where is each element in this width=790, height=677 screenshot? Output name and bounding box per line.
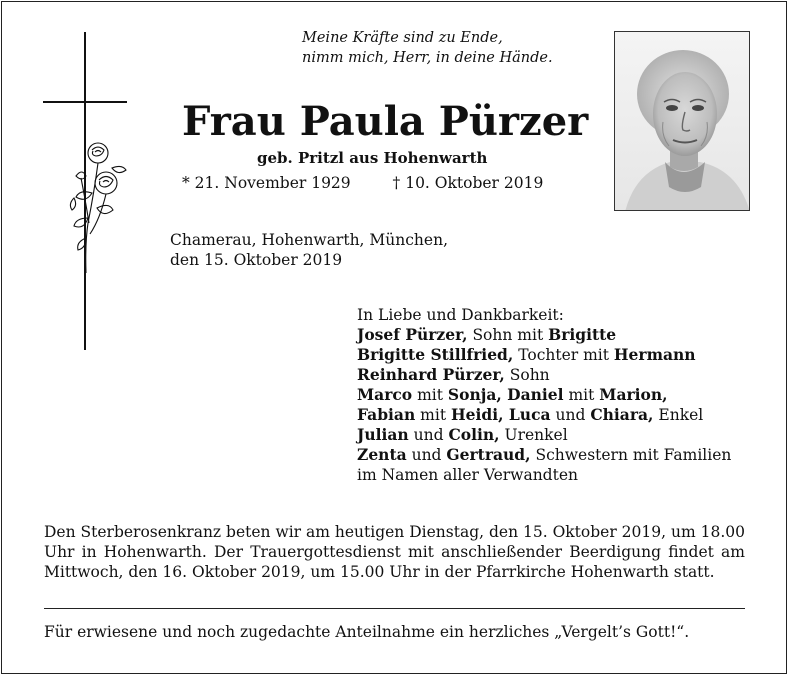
mourner-line — [357, 465, 731, 485]
mourner-line — [357, 445, 731, 465]
birth-date: * 21. November 1929 — [182, 174, 351, 192]
mourner-name: Colin, — [448, 425, 500, 444]
mourner-name: Sonja, Daniel — [447, 385, 564, 404]
mourner-relation: Urenkel — [499, 426, 568, 444]
mourner-name: Zenta — [357, 445, 407, 464]
mourner-relation: mit — [412, 386, 448, 404]
verse — [302, 28, 553, 68]
mourner-name: Marion, — [599, 385, 668, 404]
mourner-name: Heidi, Luca — [451, 405, 551, 424]
mourner-name: Marco — [357, 385, 413, 404]
mourner-name: Reinhard Pürzer, — [357, 365, 505, 384]
mourner-relation: mit — [563, 386, 600, 404]
mourner-name: Julian — [357, 425, 409, 444]
mourner-name: Fabian — [357, 405, 416, 424]
mourner-name: Gertraud, — [446, 445, 531, 464]
mourner-name: Chiara, — [590, 405, 654, 424]
mourner-lines — [357, 325, 731, 485]
place-line-2: den 15. Oktober 2019 — [170, 251, 343, 269]
mourner-line — [357, 385, 731, 405]
mourner-relation: und — [406, 446, 447, 464]
cross-crossbar — [43, 101, 127, 103]
mourner-line — [357, 405, 731, 425]
death-date: † 10. Oktober 2019 — [392, 174, 544, 192]
place-date — [170, 230, 448, 270]
mourner-name: Brigitte Stillfried, — [357, 345, 514, 364]
mourner-line — [357, 325, 731, 345]
mourner-line — [357, 425, 731, 445]
mourner-name: Brigitte — [548, 325, 617, 344]
life-dates — [182, 174, 543, 192]
mourner-relation: und — [408, 426, 449, 444]
deceased-name: Frau Paula Pürzer — [182, 98, 589, 145]
mourner-relation: Sohn — [504, 366, 550, 384]
mourner-relation: im Namen aller Verwandten — [357, 466, 578, 484]
mourner-name: Hermann — [613, 345, 696, 364]
mourner-relation: Enkel — [653, 406, 704, 424]
mourner-relation: und — [550, 406, 591, 424]
verse-line-2: nimm mich, Herr, in deine Hände. — [302, 50, 553, 66]
thanks-line: Für erwiesene und noch zugedachte Anteilnahme ein herzliches „Vergelt’s Gott!“. — [44, 623, 690, 641]
roses-icon — [62, 138, 132, 278]
portrait-photo — [614, 31, 750, 211]
mourners-list — [357, 305, 731, 485]
mourner-relation: mit — [415, 406, 451, 424]
birth-name: geb. Pritzl aus Hohenwarth — [257, 149, 488, 167]
mourner-name: Josef Pürzer, — [357, 325, 468, 344]
divider — [44, 608, 745, 609]
mourner-line — [357, 345, 731, 365]
funeral-notice-text: Den Sterberosenkranz beten wir am heutigen Dienstag, den 15. Oktober 2019, um 18.00 Uhr in Hohenwarth. Der Trauergottesdienst mit anschließender Beerdigung findet am Mittwoch, den 16. Oktober 2019, um 15.00 Uhr in der Pfarrkirche Hohenwarth statt. — [44, 523, 745, 581]
verse-line-1: Meine Kräfte sind zu Ende, — [302, 30, 503, 46]
mourner-relation: Sohn mit — [467, 326, 549, 344]
mourner-line — [357, 365, 731, 385]
place-line-1: Chamerau, Hohenwarth, München, — [170, 231, 448, 249]
mourners-intro: In Liebe und Dankbarkeit: — [357, 306, 564, 324]
mourner-relation: Tochter mit — [513, 346, 614, 364]
mourner-relation: Schwestern mit Familien — [530, 446, 732, 464]
